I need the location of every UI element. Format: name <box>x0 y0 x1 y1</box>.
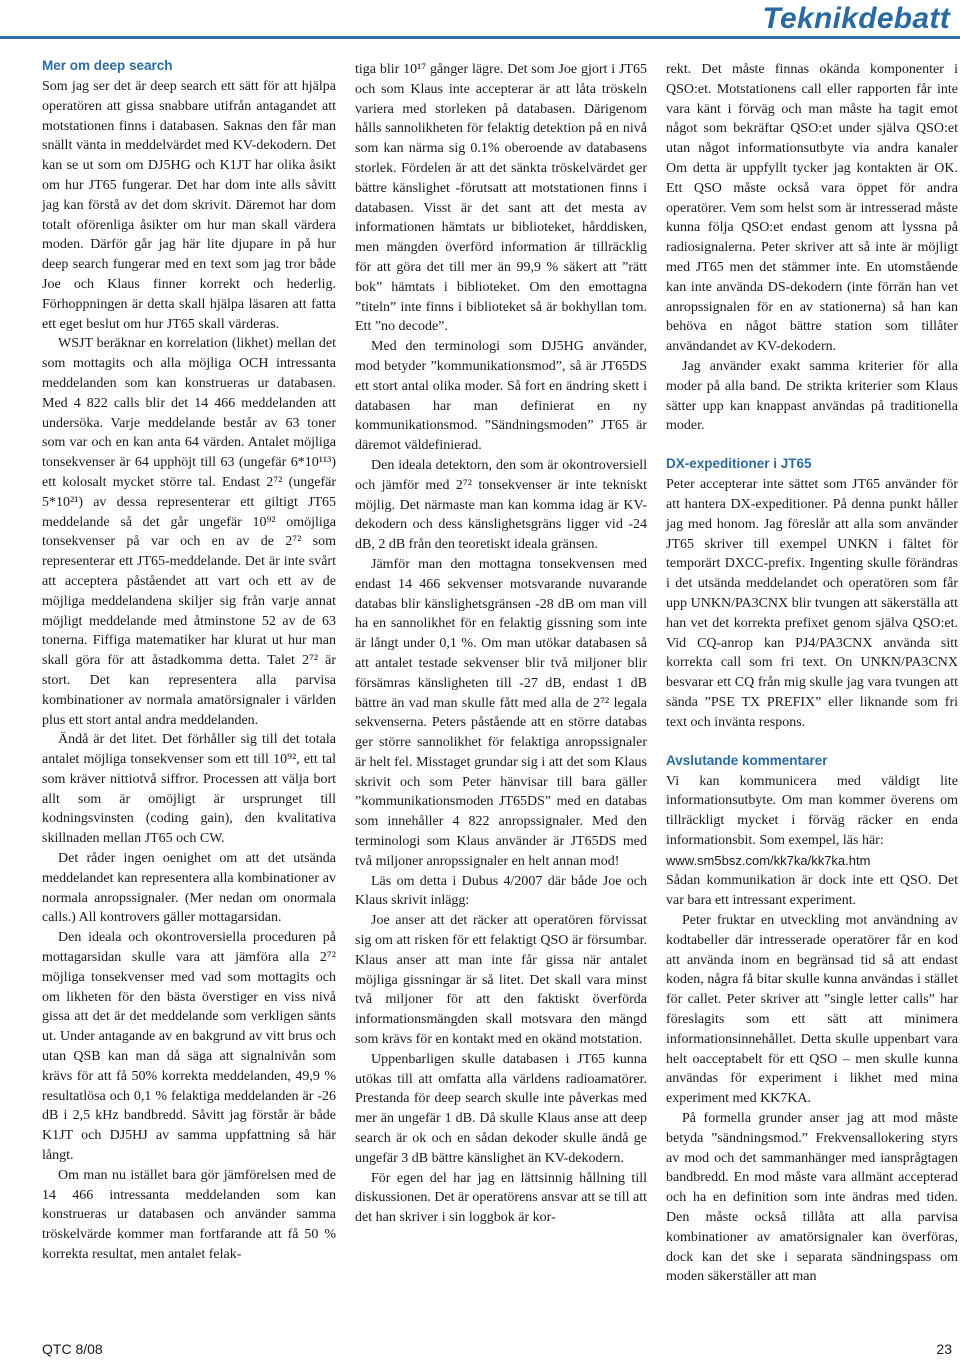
paragraph: Med den terminologi som DJ5HG använder, mod betyder ”kommunikationsmod”, så är JT65DS ett stort antal olika moder. Så fort en ändring skett i databasen har man definierat en ny kommunikationsmod. ”Sändningsmoden” JT65 är däremot väldefinierad. <box>355 339 647 454</box>
url-link[interactable]: www.sm5bsz.com/kk7ka/kk7ka.htm <box>666 852 871 868</box>
column-3 <box>666 60 958 1287</box>
paragraph: WSJT beräknar en korrelation (likhet) mellan det som mottagits och alla möjliga OCH intressanta meddelanden som kan konstrueras ur databasen. Med 4 822 calls blir det 14 466 meddelanden att undersöka. Varje meddelande består av 63 toner som var och en kan anta 64 värden. Antalet möjliga tonsekvenser är 64 upphöjt till 63 (ungefär 6*10¹¹³) ett kolosalt mycket större tal. Endast 2⁷² (ungefär 5*10²¹) av dessa representerar ett giltigt JT65 meddelande så det går ungefär 10⁹² omöjliga tonsekvenser på var och en av de 2⁷² som representerar ett JT65-meddelande. Det är inte svårt att acceptera påståendet att vart och ett av de möjliga meddelandena skiljer sig från varje annat möjligt meddelande med åtminstone 52 av de 63 tonerna. Fiffiga matematiker har klurat ut hur man skall göra för att åstadkomma detta. Talet 2⁷² är stort. Det kan representera alla parvisa kombinationer av normala amatörsignaler i världen plus ett stort antal andra meddelanden. <box>42 336 336 728</box>
paragraph: Som jag ser det är deep search ett sätt för att hjälpa operatören att gissa snabbare utifrån antagandet att motstationen finns i databasen. Saknas den får man snällt vänta in meddelvärdet med KV-dekodern. Det kan se ut som om DJ5HG och K1JT har olika åsikt om hur JT65 fungerar. Det har dom inte alls såvitt jag kan förstå av det dom skrivit. Däremot har dom totalt oförenliga åsikter om hur man skall värdera moden. Därför går jag här lite djupare in på hur deep search fungerar med en text som jag tror både Joe och Klaus finner korrekt och hederlig. Förhoppningen är detta skall hjälpa läsaren att fatta ett eget beslut om hur JT65 skall värderas. <box>42 79 336 332</box>
column-2 <box>355 60 647 1228</box>
paragraph: Peter fruktar en utveckling mot användning av kodtabeller där intresserade operatörer får en kod att använda inom en begränsad tid så att endast koden, några få bitar skulle kunna användas i stället för callet. Peter skriver att ”single letter calls” har föreslagits som ett sätt att minimera informationsinnehållet. Detta skulle uppenbart vara helt oacceptabelt för ett QSO – men skulle kunna användas för experiment i likhet med mina experiment med KK7KA. <box>666 913 958 1107</box>
paragraph: Peter accepterar inte sättet som JT65 använder för att hantera DX-expeditioner. På denna punkt håller jag med honom. Jag föreslår att alla som använder JT65 skriver till exempel UNKN i fältet för temporärt DXCC-prefix. Ingenting skulle förändras i det utsända meddelandet och operatören som får upp UNKN/PA3CNX blir tvungen att säkerställa att han vet det korrekta prefixet genom själva QSO:et. Vid CQ-anrop kan PJ4/PA3CNX använda sitt korrekta call som fri text. On UNKN/PA3CNX besvarar ett CQ från mig skulle jag vara tvungen att sända ”PSE TX PREFIX” eller liknande som fri text och inväntа respons. <box>666 477 958 730</box>
paragraph: Joe anser att det räcker att operatören förvissat sig om att risken för ett felaktigt QSO är försumbar. Klaus anser att man inte får gissa när antalet möjliga gissningar är så litet. Det skall vara minst två miljoner för att den faktiskt överförda informationsmängden skall motsvara den mängd som krävs för en kontakt med en okänd motstation. <box>355 913 647 1048</box>
heading-deep-search: Mer om deep search <box>42 58 173 73</box>
paragraph: Läs om detta i Dubus 4/2007 där både Joe och Klaus skrivit inlägg: <box>355 873 647 909</box>
paragraph <box>666 851 958 872</box>
section-title: Teknikdebatt <box>762 2 950 35</box>
header-rule <box>0 36 960 39</box>
paragraph: På formella grunder anser jag att mod måste betyda ”sändningsmod.” Frekvensallokering styrs av mod och det sammanhänger med iansprågtagen bandbredd. En mod måste vara allmänt accepterad och ha en definition som inte ändras med tiden. Den måste också tillåta att alla parvisa kombinationer av amatörsignaler kan överföras, dock kan det ske i separata sändningspass om moden säkerställer att man <box>666 1111 958 1285</box>
column-1 <box>42 56 336 1265</box>
paragraph: Den ideala detektorn, den som är okontroversiell och jämför med 2⁷² tonsekvenser är inte tekniskt möjlig. Det närmaste man kan komma idag är KV-dekodern och dess känslighetsgräns ligger vid -24 dB, 2 dB från den teoretiskt ideala gränsen. <box>355 457 647 553</box>
paragraph: tiga blir 10¹⁷ gånger lägre. Det som Joe gjort i JT65 och som Klaus inte accepterar är att låta tröskeln variera med storleken på databasen. Därigenom hålls sannolikheten för felaktig detektion på en nivå som kan närma sig 0.1% oberoende av databasens storlek. Fördelen är att det sänkta tröskelvärdet ger bättre känslighet -förutsatt att motstationen finns i databasen. Visst är det sant att det mesta av informationen hämtats ur biblioteket, hårddisken, men mängden överförd information är tillräcklig för att göra det till mer än 99,9 % säkert att ”rätt bok” hämtats i biblioteket. Om den emottagna ”titeln” inte finns i biblioteket så är bokhyllan tom. Ett ”no decode”. <box>355 62 647 335</box>
paragraph: Ändå är det litet. Det förhåller sig till det totala antalet möjliga tonsekvenser som ett till 10⁹², ett tal som kräver nittiotvå siffror. Processen att välja bort allt som är omöjligt är ursprunget till kodningsvinsten (coding gain), den kvalitativa skillnaden mellan JT65 och CW. <box>42 732 336 847</box>
paragraph: rekt. Det måste finnas okända komponenter i QSO:et. Motstationens call eller rapporten får inte vara känt i förväg och man måste ha tagit emot något som bekräftar QSO:et under själva QSO:et utan något informationsutbyte via andra kanaler Om detta är uppfyllt tycker jag kontakten är OK. Ett QSO måste också vara öppet för andra operatörer. Vem som helst som är intresserad måste kunna följa QSO:et endast genom att lyssna på radiosignalerna. Peter skriver att så inte är möjligt med JT65 men det stämmer inte. En utomstående kan inte använda DS-dekodern (inte förrän han vet anropssignalen för en av stationerna) så han kan behöva en något bättre station som tillåter användandet av KV-dekodern. <box>666 62 958 355</box>
page-number: 23 <box>936 1341 952 1357</box>
heading-dx-expeditions: DX-expeditioner i JT65 <box>666 456 812 472</box>
paragraph: Om man nu istället bara gör jämförelsen med de 14 466 intressanta meddelanden som kan konstrueras ur databasen och använder samma tröskelvärde kommer man fortfarande att få 50 % korrekta resultat, men antalet felak- <box>42 1167 336 1263</box>
paragraph: För egen del har jag en lättsinnig hållning till diskussionen. Det är operatörens ansvar att se till att det han skriver i sin loggbok är kor- <box>355 1170 647 1226</box>
paragraph: Det råder ingen oenighet om att det utsända meddelandet kan representera alla kombinationer av normala anropssignaler. (Mer nedan om onormala calls.) All kontrovers gäller mottagarsidan. <box>42 851 336 926</box>
heading-closing-comments: Avslutande kommentarer <box>666 752 828 768</box>
paragraph: Jag använder exakt samma kriterier för alla moder på alla band. De strikta kriterier som Klaus sätter upp kan knappast användas på traditionella moder. <box>666 358 958 434</box>
paragraph: Den ideala och okontroversiella proceduren på mottagarsidan skulle vara att jämföra alla 2⁷² möjliga tonsekvenser med vad som mottagits och om likheten för den bästa överstiger en viss nivå gissa att det är det meddelande som verkligen sänts ut. Under antagande av en bakgrund av vitt brus och utan QSB kan man då säga att signalnivån som krävs för att få 50% korrekta meddelanden, 49,9 % resultatlösa och 0,1 % felaktiga meddelanden är -26 dB i 2,5 kHz bandbredd. Såvitt jag förstår är både K1JT och DJ5HJ av samma uppfattning så här långt. <box>42 930 336 1164</box>
issue-label: QTC 8/08 <box>42 1341 103 1357</box>
paragraph: Vi kan kommunicera med väldigt lite informationsutbyte. Om man kommer överens om tillräckligt mycket i förväg räcker en enda informationsbit. Som exempel, läs här: <box>666 773 958 848</box>
page-header <box>0 0 960 38</box>
paragraph: Sådan kommunikation är dock inte ett QSO. Det var bara ett intressant experiment. <box>666 873 958 909</box>
paragraph: Jämför man den mottagna tonsekvensen med endast 14 466 sekvenser motsvarande nuvarande databas blir känslighetsgränsen -28 dB om man vill ha en sannolikhet för en felaktig gissning som inte är långt under 0,1 %. Om man utökar databasen så att antalet testade sekvenser blir två miljoner blir försämras känsligheten till -27 dB, endast 1 dB bättre än vad man skulle fått med alla de 2⁷² legala sekvenserna. Peters påstående att en större databas ger större sannolikhet för felaktiga anropssignaler är helt fel. Misstaget grundar sig i att det som Klaus skrivit och som Peter hänvisar till bara gäller ”kommunikationsmoden JT65DS” med en databas som innehåller 4 822 anropssignaler. Med den terminologi som Klaus använder är JT65DS med två miljoner anropssignaler en helt annan mod! <box>355 556 647 869</box>
paragraph: Uppenbarligen skulle databasen i JT65 kunna utökas till att omfatta alla världens radioamatörer. Prestanda för deep search skulle inte påverkas med mer än ungefär 1 dB. Då skulle Klaus anse att deep search är ok och en sådan dekoder skulle ändå ge ungefär 3 dB bättre känslighet än KV-dekodern. <box>355 1051 647 1166</box>
